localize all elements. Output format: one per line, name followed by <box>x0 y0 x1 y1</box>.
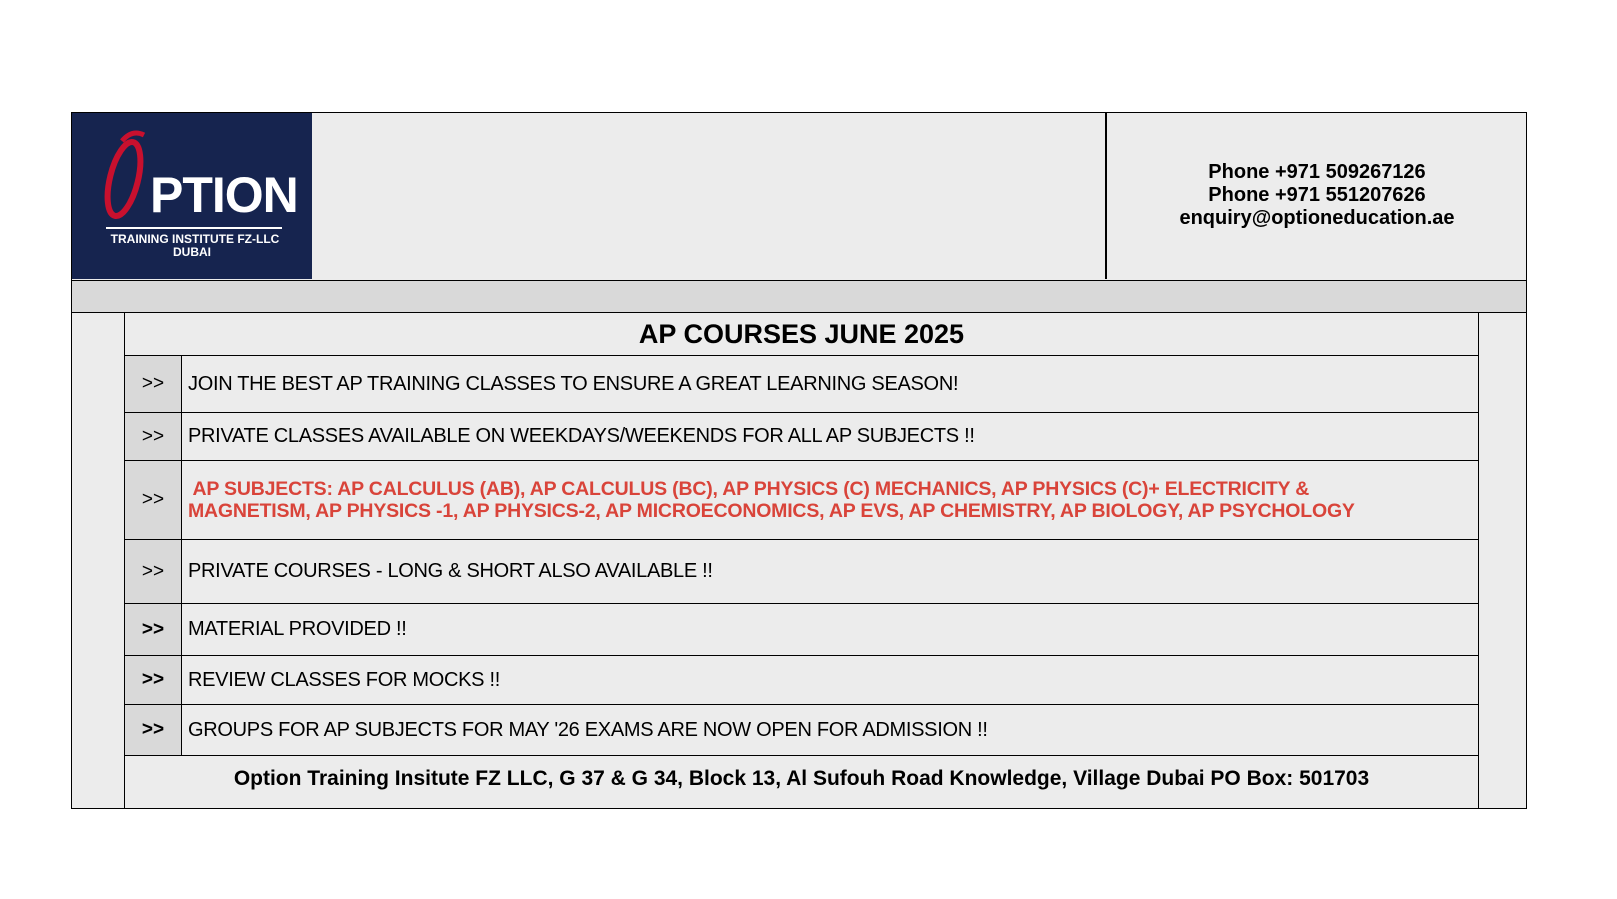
row-text: REVIEW CLASSES FOR MOCKS !! <box>188 668 500 691</box>
table-row <box>125 356 1478 413</box>
row-marker: >> <box>125 540 182 603</box>
logo-wordmark: PTION <box>150 167 298 223</box>
footer-address: Option Training Insitute FZ LLC, G 37 & G 34, Block 13, Al Sufouh Road Knowledge, Village Dubai PO Box: 501703 <box>233 767 1370 790</box>
subjects-line-2: MAGNETISM, AP PHYSICS -1, AP PHYSICS-2, AP MICROECONOMICS, AP EVS, AP CHEMISTRY, AP BIOLOGY, AP PSYCHOLOGY <box>188 500 1355 522</box>
page-title: AP COURSES JUNE 2025 <box>125 313 1478 356</box>
logo-subtitle: TRAINING INSTITUTE FZ-LLC <box>110 232 280 246</box>
course-table <box>124 313 1479 809</box>
contact-block <box>1107 161 1527 230</box>
table-row <box>125 705 1478 756</box>
row-marker: >> <box>125 656 182 704</box>
row-marker: >> <box>125 604 182 655</box>
table-row-subjects <box>125 461 1478 540</box>
row-marker: >> <box>125 413 182 460</box>
phone-1: Phone +971 509267126 <box>1208 161 1426 183</box>
row-text: PRIVATE COURSES - LONG & SHORT ALSO AVAILABLE !! <box>188 560 713 582</box>
table-row <box>125 656 1478 705</box>
row-text: PRIVATE CLASSES AVAILABLE ON WEEKDAYS/WEEKENDS FOR ALL AP SUBJECTS !! <box>188 425 975 447</box>
row-text: MATERIAL PROVIDED !! <box>188 618 407 640</box>
table-row <box>125 413 1478 461</box>
logo-city: DUBAI <box>173 245 211 259</box>
row-marker: >> <box>125 461 182 539</box>
header <box>72 113 1526 281</box>
row-text: JOIN THE BEST AP TRAINING CLASSES TO ENSURE A GREAT LEARNING SEASON! <box>188 372 959 395</box>
phone-2: Phone +971 551207626 <box>1208 184 1426 206</box>
course-flyer-sheet <box>71 112 1527 809</box>
row-marker: >> <box>125 356 182 412</box>
row-marker: >> <box>125 705 182 755</box>
option-logo <box>72 113 312 279</box>
email-link[interactable]: enquiry@optioneducation.ae <box>1179 207 1455 229</box>
table-row <box>125 540 1478 604</box>
spacer-band <box>72 281 1526 313</box>
row-text: GROUPS FOR AP SUBJECTS FOR MAY '26 EXAMS ARE NOW OPEN FOR ADMISSION !! <box>188 718 988 741</box>
table-row <box>125 604 1478 656</box>
subjects-line-1: AP SUBJECTS: AP CALCULUS (AB), AP CALCULUS (BC), AP PHYSICS (C) MECHANICS, AP PHYSICS (C)+ ELECTRICITY & <box>188 478 1310 500</box>
subjects-text <box>182 461 1478 539</box>
logo-divider <box>106 227 282 229</box>
